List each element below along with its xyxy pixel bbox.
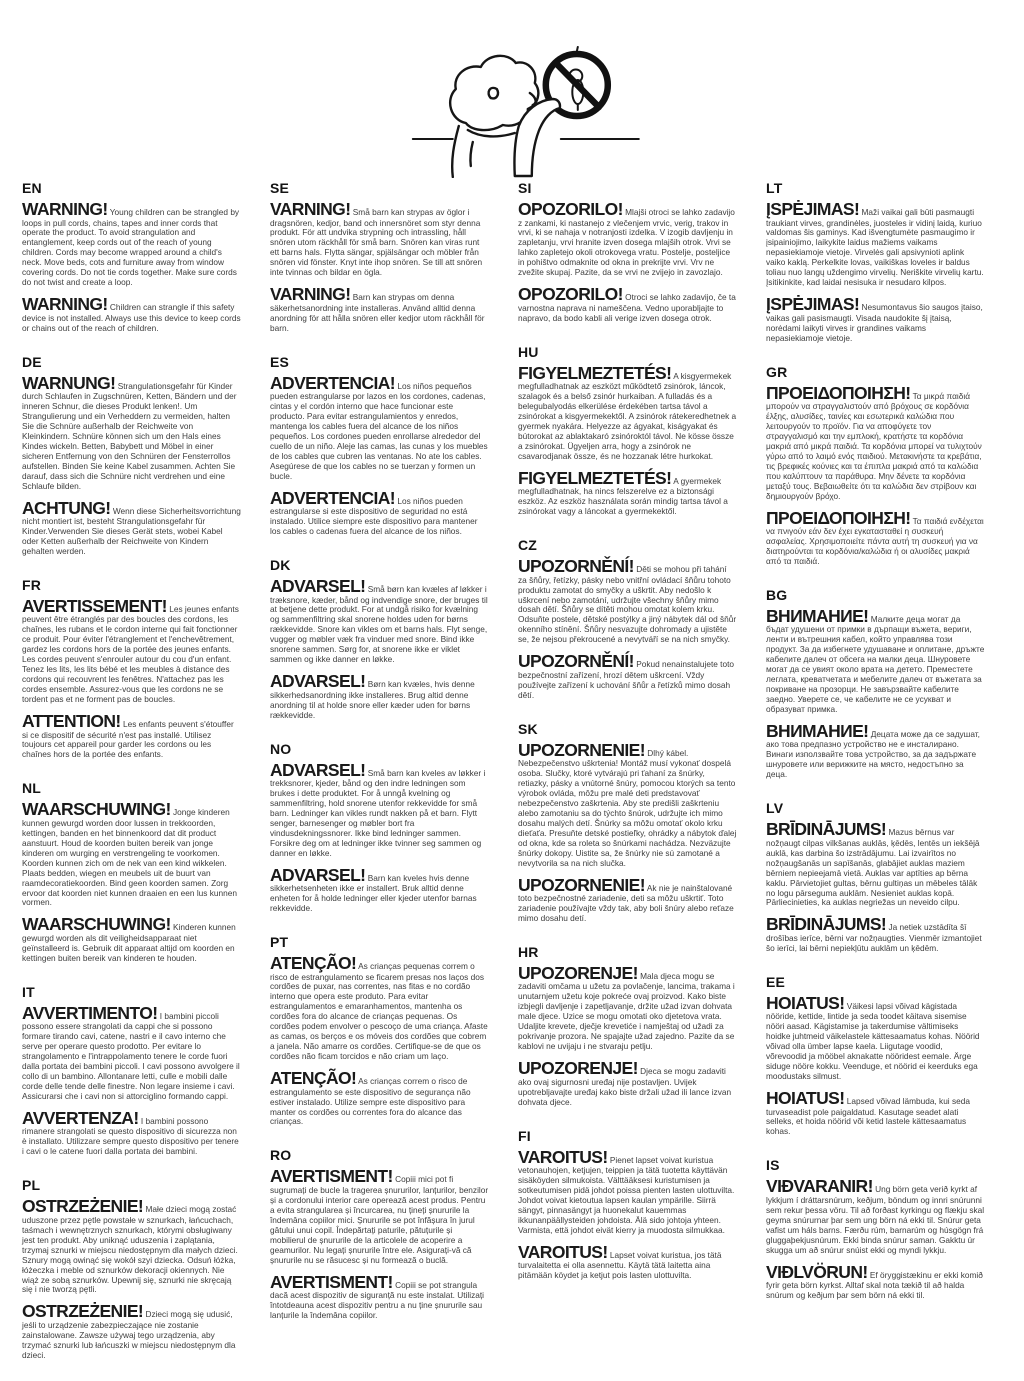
warning-paragraph xyxy=(270,372,489,482)
warning-body-text: Wenn diese Sicherheitsvorrichtung nicht montiert ist, besteht Strangulationsgefahr für Kinder.Verwenden Sie dieses Gerät stets, wobei Kabel oder Ketten außerhalb der Reichweite von Kindern gehalten werden. xyxy=(22,505,241,556)
warning-body-text: Lapsed võivad lämbuda, kui seda turvaseadist pole paigaldatud. Kasutage seadet alati selleks, et hoida nöörid või ketid lastele kättesaamatus kohas. xyxy=(766,1096,970,1137)
language-code: NL xyxy=(22,780,42,797)
warning-body-text: As crianças pequenas correm o risco de estrangulamento se ficarem presas nos laços dos cordões de puxar, nas correntes, nas fitas e no cordão interno que opera este produto. Para evitar estrangulamentos e emaranhamentos, mantenha os cordões fora do alcance de crianças pequenas. Os cordões podem envolver o pescoço de uma criança. Afaste as camas, os berços e os móveis dos cordões que cobrem a janela. Não amarre os cordões. Certifique-se de que os cordões não ficam torcidos e não criam um laço. xyxy=(270,961,488,1062)
no-cord-grab-icon xyxy=(411,46,641,178)
warning-paragraph xyxy=(270,1271,489,1321)
warning-body-text: Young children can be strangled by loops in pull cords, chains, tapes and inner cords that operate the product. To avoid strangulation and entanglement, keep cords out of the reach of young children. Cords may become wrapped around a child's neck. Move beds, cots and furniture away from window covering cords. Do not tie cords together. Make sure cords do not twist and create a loop. xyxy=(22,207,240,288)
language-section xyxy=(518,344,737,517)
warning-lead-word: ATTENTION! xyxy=(22,711,121,731)
warning-paragraph xyxy=(766,1178,985,1255)
language-section xyxy=(270,741,489,914)
warning-paragraph xyxy=(22,1303,241,1360)
language-section xyxy=(22,577,241,760)
warning-paragraph xyxy=(270,1168,489,1265)
language-section xyxy=(270,1147,489,1320)
warning-lead-word: WAARSCHUWING! xyxy=(22,799,171,820)
warning-lead-word: ATENÇÃO! xyxy=(270,953,357,974)
language-section xyxy=(22,780,241,963)
language-section xyxy=(270,354,489,537)
warning-paragraph xyxy=(518,558,737,645)
warning-paragraphs xyxy=(518,201,737,324)
warning-body-text: Pokud nenainstalujete toto bezpečnostní zařízení, hrozí dětem uškrcení. Vždy používejte zařízení k uchování šňůr a řetízků mimo dosah dětí. xyxy=(518,659,735,700)
language-section xyxy=(518,180,737,324)
warning-paragraphs xyxy=(518,739,737,924)
warning-body-text: Små børn kan kvæles af løkker i træksnore, kæder, bånd og indvendige snore, der bruges til at betjene dette produkt. For at undgå risiko for kvælning og sammenfiltring skal snorene holdes uden for børns rækkevidde. Snore kan vikles om et barns hals. Flyt senge, vugger og møbler væk fra vinduer med snore. Bind ikke snorene sammen. Sørg for, at snorene ikke er viklet sammen og ikke danner en løkke. xyxy=(270,584,488,665)
language-code: HU xyxy=(518,343,539,360)
language-section xyxy=(518,721,737,924)
language-code: IT xyxy=(22,983,35,1000)
child-cord-warning-illustration xyxy=(411,46,641,178)
warning-lead-word: FIGYELMEZTETÉS! xyxy=(518,362,672,383)
warning-paragraph xyxy=(766,1090,985,1137)
language-section xyxy=(22,180,241,334)
language-code: IS xyxy=(766,1157,780,1174)
language-code: FI xyxy=(518,1127,531,1144)
warning-lead-word: FIGYELMEZTETÉS! xyxy=(518,467,672,488)
warning-paragraph xyxy=(766,201,985,288)
warning-body-text: Децата може да се задушат, ако това предпазно устройство не е инсталирано. Винаги използвайте това устройство, за да задържате шнуровете или верижките на място, недостъпно за деца. xyxy=(766,728,980,780)
warning-body-text: Väikesi lapsi võivad kägistada nööride, kettide, lintide ja seda toodet käitava sisemise nööri aasad. Kägistamise ja takerdumise vältimiseks hoidke juhtmeid väikelastele kättesaamatus kohas. Nöörid võivad olla ümber lapse kaela. Liigutage voodid, võrevoodid ja mööbel aknakatte nööridest eemale. Ärge siduge nööre kokku. Veenduge, et nöörid ei keerduks ega moodustaks silmust. xyxy=(766,1000,980,1082)
warning-paragraph xyxy=(766,992,985,1082)
language-section xyxy=(518,537,737,701)
warning-paragraph xyxy=(518,201,737,278)
warning-lead-word: ADVERTENCIA! xyxy=(270,487,396,508)
warning-lead-word: ĮSPĖJIMAS! xyxy=(766,199,860,219)
warning-paragraphs xyxy=(270,1168,489,1320)
language-code: SK xyxy=(518,720,538,737)
language-code: PT xyxy=(270,934,289,951)
warning-paragraphs xyxy=(518,558,737,701)
warning-body-text: Ak nie je nainštalované toto bezpečnostné zariadenie, deti sa môžu uškrtiť. Toto zariadenie používajte vždy tak, aby boli šnúry alebo reťaze mimo dosahu detí. xyxy=(518,882,734,924)
warning-paragraph xyxy=(518,286,737,323)
warning-body-text: Małe dzieci mogą zostać uduszone przez pętle powstałe w sznurkach, łańcuchach, taśmach i wewnętrznych sznurkach, którymi obsługiwany jest ten produkt. Aby uniknąć uduszenia i zaplątania, trzymaj sznurki w miejscu niedostępnym dla małych dzieci. Sznury mogą owinąć się wokół szyi dziecka. Odsuń łóżka, łóżeczka i meble od sznurków dekoracji okiennych. Nie wiąż ze sobą sznurków. Upewnij się, sznurki nie skręcają się i nie tworzą pętli. xyxy=(22,1204,238,1295)
warning-paragraph xyxy=(518,362,737,462)
warning-paragraph xyxy=(518,874,737,924)
language-code: BG xyxy=(766,586,788,603)
warning-lead-word: AVVERTENZA! xyxy=(22,1107,139,1128)
warning-body-text: Los niños pueden estrangularse si este dispositivo de seguridad no está instalado. Utilice siempre este dispositivo para mantener los cables o cadenas fuera del alcance de los niños. xyxy=(270,495,478,537)
warning-body-text: Barn kan kveles hvis denne sikkerhetsenheten ikke er installert. Bruk alltid denne enheten for å holde ledninger eller kjeder utenfor barnas rekkevidde. xyxy=(270,872,477,914)
warning-body-text: Copiii mici pot fi sugrumați de bucle la tragerea șnururilor, lanțurilor, benzilor și a cordonului interior care operează acest produs. Pentru a evita strangularea și încurcarea, nu țineți șnururile la îndemâna copiilor mici. Șnururile se pot înfășura în jurul gâtului unui copil. Îndepărtați paturile, pătuțurile și mobilierul de șnururile de la articolele de acoperire a geamurilor. Nu legați șnururile între ele. Asigurați-vă că șnururile nu se răsucesc și nu formează o buclă. xyxy=(270,1174,489,1265)
warning-body-text: Børn kan kvæles, hvis denne sikkerhedsanordning ikke installeres. Brug altid denne anordning til at holde snore eller kæder uden for børns rækkevidde. xyxy=(270,679,475,720)
warning-lead-word: ADVARSEL! xyxy=(270,576,366,597)
warning-lead-word: AVERTISMENT! xyxy=(270,1166,393,1187)
warning-paragraphs xyxy=(766,605,985,780)
warning-paragraph xyxy=(766,720,985,780)
warning-lead-word: ADVERTENCIA! xyxy=(270,372,396,393)
column-2 xyxy=(270,180,489,1341)
warning-paragraphs xyxy=(766,1178,985,1301)
language-section xyxy=(22,1177,241,1360)
warning-body-text: I bambini piccoli possono essere strangolati da cappi che si possono formare tirando cavi, catene, nastri e il cavo interno che serve per operare questo prodotto. Per evitare lo strangolamento e l'intrappolamento tenere le corde fuori dalla portata dei bambini piccoli. I cavi possono avvolgere il collo di un bambino. Allontanare letti, culle e mobili dalle corde delle tende delle finestre. Non legare insieme i cavi. Assicurarsi che i cavi non si attorciglino formando cappi. xyxy=(22,1010,240,1101)
warning-lead-word: ADVARSEL! xyxy=(270,759,366,780)
warning-body-text: Ja netiek uzstādīta šī drošības ierīce, bērni var nožņaugties. Vienmēr izmantojiet šo ierīci, lai bērni nepiekļūtu auklām un ķēdēm. xyxy=(766,922,982,953)
language-code: SE xyxy=(270,180,290,196)
language-section xyxy=(518,1128,737,1282)
warning-paragraph xyxy=(766,507,985,567)
warning-lead-word: ATENÇÃO! xyxy=(270,1068,357,1089)
warning-body-text: Pienet lapset voivat kuristua vetonauhojen, ketjujen, teippien ja tätä tuotetta käyttävän sisäköyden silmukoista. Välttääksesi kuristumisen ja sotkeutumisen pidä johdot poissa pienten lasten ulottuvilta. Johdot voivat kietoutua lapsen kaulan ympärille. Siirrä sängyt, pinnasängyt ja huonekalut kauemmas ikkunanpäällysteiden johdoista. Älä sido johtoja yhteen. Varmista, että johdot eivät kierry ja muodosta silmukkaa. xyxy=(518,1154,735,1235)
warning-body-text: Los niños pequeños pueden estrangularse por lazos en los cordones, cadenas, cintas y el cordón interno que hace funcionar este producto. Para evitar estrangulamientos y enredos, mantenga los cables fuera del alcance de los niños pequeños. Los cordones pueden enrollarse alrededor del cuello de un niño. Aleje las camas, las cunas y los muebles de los cables que cubren las ventanas. No ate los cables. Asegúrese de que los cables no se tuerzan y formen un bucle. xyxy=(270,380,488,481)
language-section xyxy=(518,944,737,1108)
warning-body-text: A gyermekek megfulladhatnak, ha nincs felszerelve ez a biztonsági eszköz. Az eszköz használata során mindig tartsa távol a zsinórokat vagy a láncokat a gyermekektől. xyxy=(518,475,728,517)
language-section xyxy=(270,557,489,721)
warning-lead-word: UPOZORNĚNÍ! xyxy=(518,556,634,577)
warning-body-text: Mazus bērnus var nožņaugt cilpas vilkšanas auklās, ķēdēs, lentēs un iekšējā auklā, kas darbina šo izstrādājumu. Lai izvairītos no nožņaugšanās un sapīšanās, glabājiet auklas maziem bērniem nepieejamā vietā. Auklas var aptīties ap bērna kaklu. Pārvietojiet gultas, bērnu gultiņas un mēbeles tālāk no logu pārseguma auklām. Nesieniet auklas kopā. Pārliecinieties, ka auklas negriežas un neveido cilpu. xyxy=(766,827,980,908)
warning-body-text: Ung börn geta verið kyrkt af lykkjum í dráttarsnúrum, keðjum, böndum og innri snúrunni sem rekur þessa vöru. Til að forðast kyrkingu og flækju skal geyma snúrurnar þar sem ung börn ná ekki til. Snúrur geta vafist um háls barns. Færðu rúm, barnarúm og húsgögn frá gluggaþekjusnúrum. Ekki binda snúrur saman. Gakktu úr skugga um að snúrur snúist ekki og myndi lykkju. xyxy=(766,1184,985,1255)
warning-paragraphs xyxy=(766,821,985,954)
warning-lead-word: ĮSPĖJIMAS! xyxy=(766,294,860,315)
warning-lead-word: VIÐLVÖRUN! xyxy=(766,1261,868,1282)
warning-paragraphs xyxy=(22,595,241,760)
warning-lead-word: ВНИМАНИЕ! xyxy=(766,720,869,741)
warning-paragraph xyxy=(22,595,241,705)
warning-paragraphs xyxy=(270,955,489,1127)
warning-lead-word: OPOZORILO! xyxy=(518,199,623,219)
warning-body-text: Mala djeca mogu se zadaviti omčama u užetu za povlačenje, lancima, trakama i unutarnjem užetu koje pokreće ovaj proizvod. Kako biste izbjegli davljenje i zapetljavanje, držite užad izvan dohvata male djece. Uzice se mogu omotati oko djetetova vrata. Udaljite krevete, dječje krevetiće i namještaj od užadi za pokrivanje prozora. Ne spajajte užad zajedno. Pazite da se kablovi ne uvijaju i ne stvaraju petlju. xyxy=(518,970,735,1052)
warning-body-text: Děti se mohou při tahání za šňůry, řetízky, pásky nebo vnitřní ovládací šňůru tohoto produktu zamotat do smyčky a uškrtit. Aby nedošlo k uškrcení nebo zamotání, udržujte všechny šňůry mimo dosah dětí. Šňůry se dítěti mohou omotat kolem krku. Odsuňte postele, dětské postýlky a jiný nábytek dál od šňůr okenního stínění. Šňůry nesvazujte dohromady a ujistěte se, že nejsou překroucené a nevytváří se na nich smyčky. xyxy=(518,564,737,645)
language-code: EN xyxy=(22,180,42,196)
warning-body-text: A kisgyermekek megfulladhatnak az eszközt működtető zsinórok, láncok, szalagok és a belső zsinór hurkaiban. A fulladás és a belegubalyodás elkerülése érdekében tartsa távol a zsinórokat a kisgyermekektől. A zsinórok rátekeredhetnek a gyermek nyakára. Helyezze az ágyakat, kiságyakat és bútorokat az ablaktakaró zsinóroktól távol. Ne kösse össze a zsinórokat. Ügyeljen arra, hogy a zsinórok ne csavarodjanak össze, és ne hozzanak létre hurkokat. xyxy=(518,370,737,461)
warning-body-text: Små barn kan strypas av öglor i dragsnören, kedjor, band och innersnöret som styr denna produkt. För att undvika strypning och intrassling, håll snören utom räckhåll för små barn. Snören kan viras runt ett barns hals. Flytta sängar, spjälsängar och möbler från snören vid fönster. Knyt inte ihop snören. Se till att snören inte tvinnas och bildar en ögla. xyxy=(270,207,483,278)
warning-body-text: Djeca se mogu zadaviti ako ovaj sigurnosni uređaj nije postavljen. Uvijek upotrebljavajte uređaj kako biste držali užad ili lance izvan dohvata djece. xyxy=(518,1066,732,1107)
warning-paragraph xyxy=(270,487,489,537)
warning-lead-word: UPOZORNENIE! xyxy=(518,874,645,895)
warning-lead-word: VIÐVARANIR! xyxy=(766,1176,873,1197)
warning-lead-word: VARNING! xyxy=(270,284,351,305)
warning-paragraph xyxy=(766,1261,985,1301)
warning-paragraph xyxy=(518,1060,737,1107)
warning-paragraphs xyxy=(766,382,985,567)
warning-body-text: Τα μικρά παιδιά μπορούν να στραγγαλιστούν από βρόχους σε κορδόνια έλξης, αλυσίδες, ταινίες και εσωτερικά καλώδια που λειτουργούν το προϊόν. Για να αποφύγετε τον στραγγαλισμό και την εμπλοκή, κρατήστε τα κορδόνια μακριά από μικρά παιδιά. Τα κορδόνια μπορεί να τυλιχτούν γύρω από το λαιμό ενός παιδιού. Μετακινήστε τα κρεβάτια, τις βρεφικές κούνιες και τα έπιπλα μακριά από τα καλώδια που καλύπτουν τα παράθυρα. Μην δένετε τα κορδόνια μεταξύ τους. Βεβαιωθείτε ότι τα καλώδια δεν στρίβουν και δημιουργούν βρόχο. xyxy=(766,390,982,501)
warning-body-text: Малките деца могат да бъдат удушени от примки в дърпащи въжета, вериги, ленти и вътрешния кабел, който управлява този продукт. За да избегнете удушаване и оплитане, дръжте кабелите далеч от обсега на малки деца. Шнуровете могат да се увият около врата на детето. Преместете леглата, креватчетата и мебелите далеч от въжетата за покриване на прозорци. Не завързвайте кабелите заедно. Уверете се, че кабелите не се усукват и образуват примка. xyxy=(766,613,985,714)
warning-lead-word: AVERTISSEMENT! xyxy=(22,595,167,616)
warning-lead-word: BRĪDINĀJUMS! xyxy=(766,914,887,935)
warning-paragraphs xyxy=(270,578,489,721)
warning-lead-word: HOIATUS! xyxy=(766,1088,845,1109)
warning-paragraph xyxy=(518,739,737,869)
warning-body-text: Les enfants peuvent s'étouffer si ce dispositif de sécurité n'est pas installé. Utilisez toujours cet appareil pour garder les cordons ou les chaînes hors de la portée des enfants. xyxy=(22,719,234,760)
warning-lead-word: ВНИМАНИЕ! xyxy=(766,605,869,626)
warning-lead-word: ADVARSEL! xyxy=(270,864,366,885)
warning-lead-word: OSTRZEŻENIE! xyxy=(22,1196,144,1217)
language-code: ES xyxy=(270,353,290,370)
language-code: LV xyxy=(766,800,784,817)
warning-paragraph xyxy=(270,578,489,665)
warning-paragraph xyxy=(518,962,737,1052)
warning-paragraph xyxy=(270,759,489,859)
warning-body-text: Nesumontavus šio saugos įtaiso, vaikas gali pasismaugti. Visada naudokite šį įtaisą, norėdami laikyti virves ir grandines vaikams nepasiekiamoje vietoje. xyxy=(766,302,983,343)
warning-paragraphs xyxy=(270,759,489,914)
warning-paragraphs xyxy=(270,372,489,537)
warning-lead-word: WARNING! xyxy=(22,294,108,315)
language-code: FR xyxy=(22,576,42,593)
warning-body-text: Ef öryggistækinu er ekki komið fyrir geta börn kyrkst. Alltaf skal nota tækið til að halda snúrum og keðjum þar sem börn ná ekki til. xyxy=(766,1269,983,1301)
warning-lead-word: VAROITUS! xyxy=(518,1146,608,1167)
warning-lead-word: UPOZORNĚNÍ! xyxy=(518,651,634,672)
language-code: CZ xyxy=(518,537,538,554)
warning-paragraph xyxy=(22,801,241,908)
warning-paragraph xyxy=(766,296,985,343)
warning-lead-word: ADVARSEL! xyxy=(270,671,366,692)
language-section xyxy=(270,180,489,334)
language-section xyxy=(766,180,985,344)
warning-body-text: As crianças correm o risco de estrangulamento se este dispositivo de segurança não estiver instalado. Utilize sempre este dispositivo para manter os cordões ou correntes fora do alcance das crianças. xyxy=(270,1076,471,1127)
warning-paragraph xyxy=(270,286,489,333)
warning-body-text: Små barn kan kveles av løkker i trekksnorer, kjeder, bånd og den indre ledningen som brukes i dette produktet. For å unngå kvelning og sammenfiltring, hold snorene utenfor rekkevidde for små barn. Ledninger kan vikles rundt nakken på et barn. Flytt senger, barnesenger og møbler bort fra vindusdekningssnorer. Ikke bind ledninger sammen. Forsikre deg om at ledninger ikke tvinner seg sammen og danner en løkke. xyxy=(270,767,486,858)
language-code: DE xyxy=(22,353,42,370)
warning-paragraph xyxy=(270,1070,489,1127)
warning-paragraph xyxy=(22,201,241,288)
language-section xyxy=(270,934,489,1127)
warning-body-text: Τα παιδιά ενδέχεται να πνιγούν εάν δεν έχει εγκατασταθεί η συσκευή ασφαλείας. Χρησιμοποιείτε πάντα αυτή τη συσκευή για να διατηρούνται τα κορδόνια/καλώδια ή οι αλυσίδες μακριά από τα παιδιά. xyxy=(766,515,984,566)
language-code: DK xyxy=(270,557,291,574)
warning-lead-word: OSTRZEŻENIE! xyxy=(22,1301,144,1322)
warning-paragraph xyxy=(766,605,985,715)
warning-body-text: Les jeunes enfants peuvent être étranglés par des boucles des cordons, les chaînes, les rubans et le cordon interne qui fait fonctionner ce produit. Pour éviter l'étranglement et l'enchevêtrement, gardez les cordons hors de la portée des jeunes enfants. Les cordes peuvent s'enrouler autour du cou d'un enfant. Tenez les lits, les lits bébé et les meubles à distance des cordons qui recouvrent les fenêtres. N'attachez pas les cordes ensemble. Assurez-vous que les cordons ne se tordent pas et ne forment pas de boucles. xyxy=(22,603,239,705)
warning-body-text: Dzieci mogą się udusić, jeśli to urządzenie zabezpieczające nie zostanie zainstalowane. Zawsze używaj tego urządzenia, aby trzymać sznurki lub łańcuszki w miejscu niedostępnym dla dzieci. xyxy=(22,1309,236,1360)
warning-paragraph xyxy=(270,201,489,278)
warning-body-text: Barn kan strypas om denna säkerhetsanordning inte installeras. Använd alltid denna anordning för att hålla snören eller kedjor utom räckhåll för barn. xyxy=(270,292,485,333)
language-code: PL xyxy=(22,1177,41,1194)
warning-paragraphs xyxy=(22,1002,241,1157)
warning-paragraph xyxy=(22,1107,241,1157)
warning-body-text: Kinderen kunnen gewurgd worden als dit veiligheidsapparaat niet geïnstalleerd is. Gebruik dit apparaat altijd om koorden en kettingen buiten bereik van kinderen te houden. xyxy=(22,922,236,963)
language-section xyxy=(766,587,985,780)
language-section xyxy=(766,1157,985,1301)
language-section xyxy=(766,800,985,954)
warning-paragraphs xyxy=(22,801,241,963)
language-code: GR xyxy=(766,363,788,380)
warning-paragraphs xyxy=(22,201,241,334)
warning-lead-word: WARNUNG! xyxy=(22,372,116,393)
warning-body-text: Strangulationsgefahr für Kinder durch Schlaufen in Zugschnüren, Ketten, Bändern und der inneren Schnur, die dieses Produkt lenken!. Um Strangulierung und ein Verheddern zu vermeiden, halten Sie die Schnüre außerhalb der Reichweite von Kleinkindern. Schnüre können sich um den Hals eines Kindes wickeln. Betten, Babybett und Möbel in einer sicheren Entfernung von den Schnüren der Fensterrollos aufstellen. Binden Sie keine Kabel zusammen. Achten Sie darauf, dass sich die Schnüre nicht verdrehen und eine Schlaufe bilden. xyxy=(22,380,237,491)
warning-paragraph xyxy=(22,296,241,333)
child-back-line xyxy=(452,126,459,177)
warning-body-text: I bambini possono rimanere strangolati se questo dispositivo di sicurezza non è installato. Utilizzare sempre questo dispositivo per tenere i cavi o le catene fuori dalla portata dei bambini. xyxy=(22,1115,239,1157)
warning-body-text: Otroci se lahko zadavijo, če ta varnostna naprava ni nameščena. Vedno uporabljajte to napravo, da bodo kabli ali verige izven dosega otrok. xyxy=(518,292,736,323)
warning-lead-word: ΠΡΟΕΙΔΟΠΟΙΗΣΗ! xyxy=(766,382,911,403)
language-section xyxy=(766,974,985,1138)
warning-body-text: Jonge kinderen kunnen gewurgd worden door lussen in trekkoorden, kettingen, banden en het binnenkoord dat dit product aanstuurt. Houd de koorden buiten bereik van jonge kinderen om wurging en verstrengeling te voorkomen. Koorden kunnen zich om de nek van een kind wikkelen. Plaats bedden, wiegen en meubels uit de buurt van raamdecoratiekoorden. Bind geen koorden samen. Zorg ervoor dat koorden niet kunnen draaien en een lus kunnen vormen. xyxy=(22,807,237,908)
warning-paragraph xyxy=(518,467,737,517)
warning-paragraphs xyxy=(518,362,737,517)
warning-body-text: Dlhý kábel. Nebezpečenstvo uškrtenia! Montáž musí vykonať dospelá osoba. Slučky, ktoré vytvárajú pri ťahaní za šnúrky, retiazky, pásky a vnútorné šnúry, pomocou ktorých sa tento výrobok ovláda, môžu pre malé deti predstavovať nebezpečenstvo zaškrtenia. Aby ste predišli zaškrteniu alebo zamotaniu sa do týchto šnúrok, udržujte ich mimo dosahu malých detí. Šnúrky sa môžu omotať okolo krku dieťaťa. Presuňte detské postieľky, ohrádky a nábytok ďalej od okna, kde sa roleta so šnúrkami nachádza. Nezväzujte šnúrky dokopy. Uistite sa, že šnúrky nie sú zamotané a nevytvorila sa na nich slučka. xyxy=(518,747,737,868)
warning-lead-word: BRĪDINĀJUMS! xyxy=(766,819,887,840)
warning-paragraphs xyxy=(518,962,737,1108)
language-code: EE xyxy=(766,973,786,990)
warning-paragraph xyxy=(22,1198,241,1295)
warning-body-text: Copiii se pot strangula dacă acest dispozitiv de siguranță nu este instalat. Utilizați întotdeauna acest dispozitiv pentru a nu ține șnururile sau lanțurile la îndemâna copiilor. xyxy=(270,1279,484,1320)
warning-paragraph xyxy=(22,372,241,492)
warning-paragraph xyxy=(22,497,241,557)
warning-paragraphs xyxy=(22,1198,241,1360)
warning-lead-word: ACHTUNG! xyxy=(22,497,111,518)
warning-columns xyxy=(22,180,985,1381)
language-code: RO xyxy=(270,1147,292,1164)
warning-lead-word: VAROITUS! xyxy=(518,1241,608,1262)
warning-paragraph xyxy=(270,673,489,720)
warning-paragraph xyxy=(766,821,985,908)
warning-paragraph xyxy=(766,916,985,953)
warning-lead-word: ΠΡΟΕΙΔΟΠΟΙΗΣΗ! xyxy=(766,507,911,528)
warning-lead-word: AVVERTIMENTO! xyxy=(22,1002,158,1023)
warning-paragraphs xyxy=(270,201,489,334)
language-section xyxy=(766,364,985,567)
warning-lead-word: UPOZORENJE! xyxy=(518,962,638,983)
column-4 xyxy=(766,180,985,1321)
language-code: HR xyxy=(518,943,539,960)
language-code: NO xyxy=(270,740,292,757)
warning-body-text: Lapset voivat kuristua, jos tätä turvalaitetta ei olla asennettu. Käytä tätä laitetta aina pitämään köydet ja ketjut pois lasten ulottuvilta. xyxy=(518,1249,722,1281)
warning-lead-word: UPOZORENJE! xyxy=(518,1058,638,1079)
column-1 xyxy=(22,180,241,1381)
warning-paragraph xyxy=(22,916,241,963)
warning-paragraph xyxy=(270,955,489,1062)
warning-paragraphs xyxy=(22,372,241,557)
warning-lead-word: UPOZORNENIE! xyxy=(518,739,645,760)
warning-paragraph xyxy=(518,1241,737,1281)
warning-paragraphs xyxy=(518,1146,737,1282)
warning-paragraphs xyxy=(766,992,985,1138)
warning-lead-word: HOIATUS! xyxy=(766,992,845,1013)
warning-lead-word: WAARSCHUWING! xyxy=(22,914,171,935)
warning-body-text: Children can strangle if this safety device is not installed. Always use this device to keep cords or chains out of the reach of children. xyxy=(22,302,241,333)
language-code: LT xyxy=(766,180,783,196)
warning-lead-word: OPOZORILO! xyxy=(518,284,623,305)
warning-paragraph xyxy=(518,653,737,700)
language-section xyxy=(22,354,241,557)
warning-lead-word: AVERTISMENT! xyxy=(270,1271,393,1292)
warning-paragraph xyxy=(518,1146,737,1236)
warning-body-text: Mlajši otroci se lahko zadavijo z zankami, ki nastanejo z vlečenjem vrvic, verig, trakov in vrvi, ki se nahaja v notranjosti izdelka. V izogib davljenju in zapletanju, vrvi hranite izven dosega mlajših otrok. Vrvi se lahko zapletejo okoli otrokovega vratu. Postelje, posteljice in pohištvo odmaknite od okna in prekrijte vrvi. Vrv ne zvežite skupaj. Pazite, da se vrvi ne zvijejo in zavozlajo. xyxy=(518,207,735,278)
warning-lead-word: VARNING! xyxy=(270,199,351,219)
child-shoulder-line xyxy=(468,130,515,136)
warning-paragraph xyxy=(22,713,241,760)
column-3 xyxy=(518,180,737,1301)
warning-paragraph xyxy=(766,382,985,502)
language-code: SI xyxy=(518,180,532,196)
warning-paragraphs xyxy=(766,201,985,344)
warning-paragraph xyxy=(270,864,489,914)
warning-paragraph xyxy=(22,1002,241,1102)
warning-lead-word: WARNING! xyxy=(22,199,108,219)
warning-body-text: Maži vaikai gali būti pasmaugti traukiant virves, grandinėles, juosteles ir vidinį laidą, kuriuo valdomas šis gaminys. Kad išvengtumėte pasmaugimo ir įsipainiojimo, laikykite laidus mažiems vaikams nepasiekiamoje vietoje. Virvelės gali apsivynioti aplink vaiko kaklą. Perkelkite lovas, vaikiškas loveles ir baldus toliau nuo langų uždengimo virvelių. Neriškite virvelių kartu. Įsitikinkite, kad laidai nesisuka ir nesudaro kilpos. xyxy=(766,207,984,288)
child-body-fold xyxy=(470,142,472,166)
language-section xyxy=(22,984,241,1157)
